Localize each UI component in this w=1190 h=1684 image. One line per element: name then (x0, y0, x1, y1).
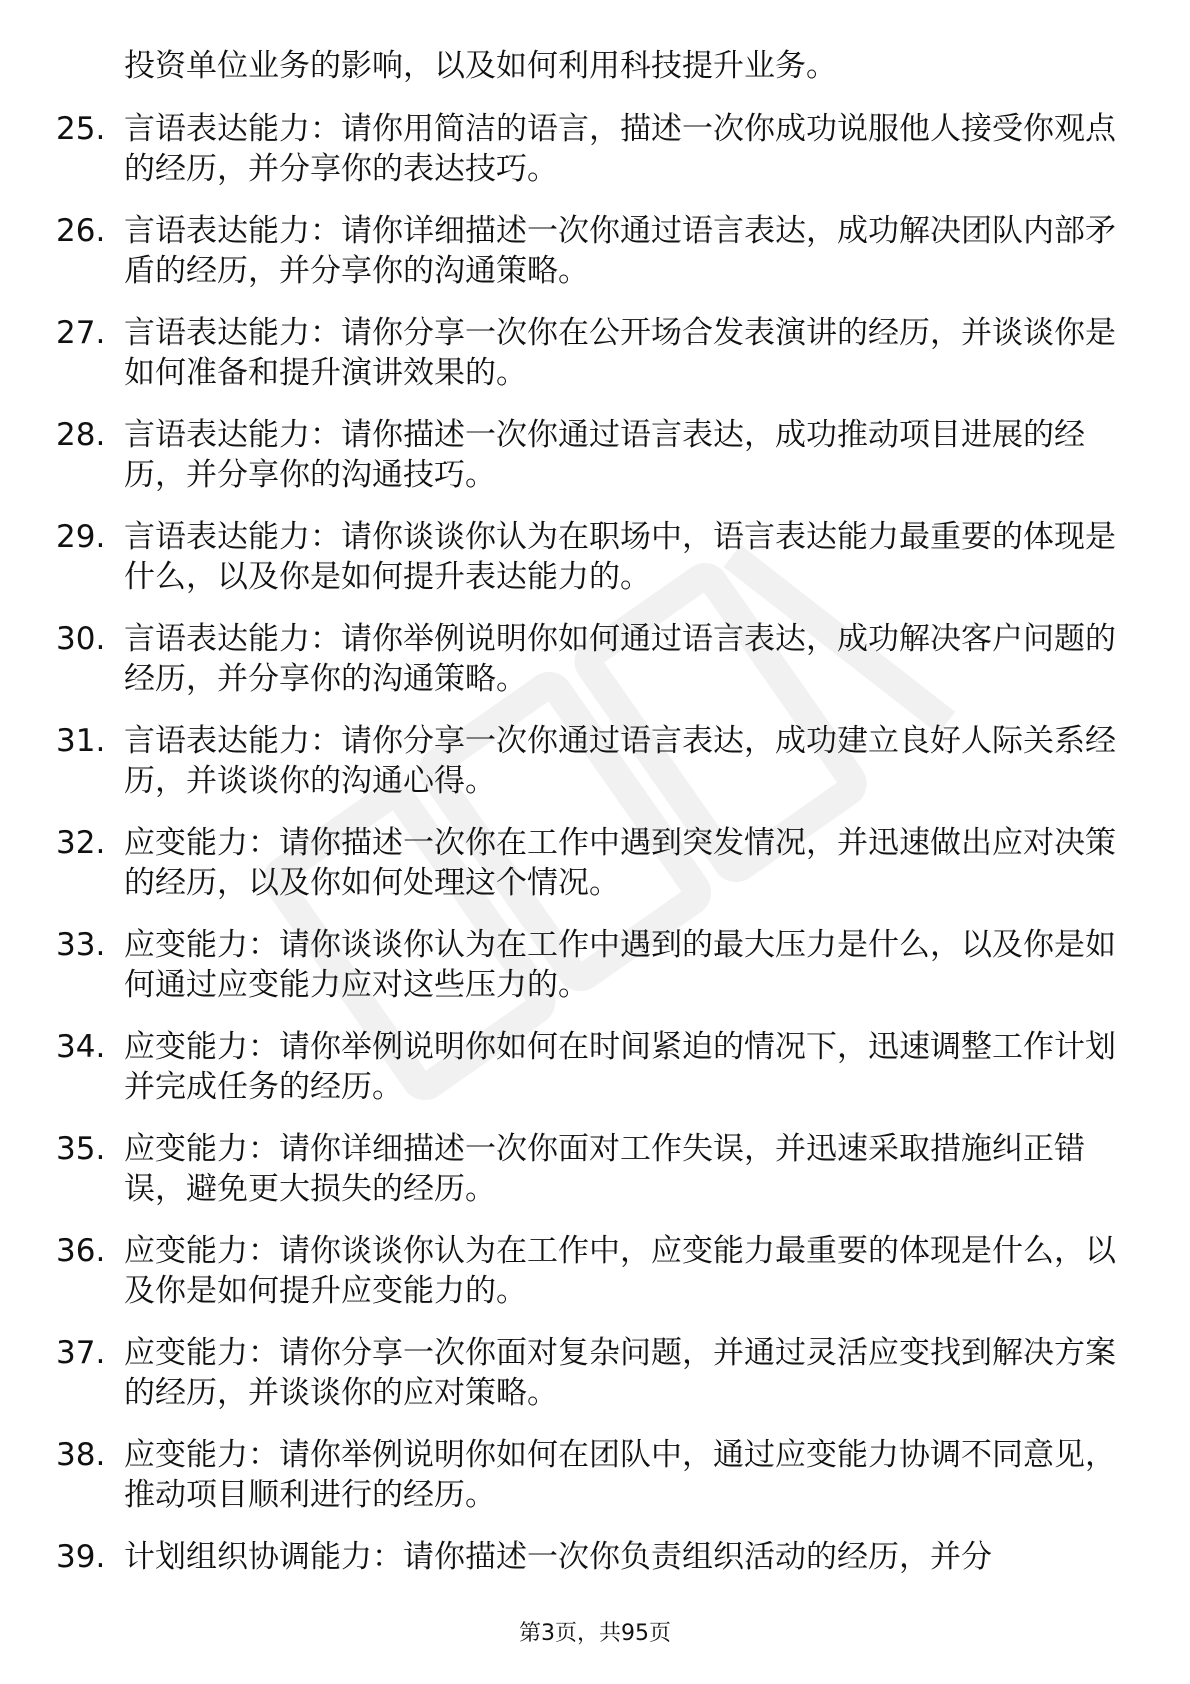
list-item (56, 1333, 1136, 1413)
list-item (56, 109, 1136, 189)
item-number: 38. (56, 1437, 106, 1473)
item-number: 28. (56, 417, 106, 453)
item-text: 言语表达能力：请你描述一次你通过语言表达，成功推动项目进展的经历，并分享你的沟通技巧。 (124, 417, 1085, 493)
question-list (56, 46, 1136, 1599)
item-number: 35. (56, 1131, 106, 1167)
item-number: 30. (56, 621, 106, 657)
list-item (56, 925, 1136, 1005)
item-text: 言语表达能力：请你分享一次你在公开场合发表演讲的经历，并谈谈你是如何准备和提升演讲效果的。 (124, 315, 1116, 391)
item-text: 应变能力：请你谈谈你认为在工作中遇到的最大压力是什么，以及你是如何通过应变能力应对这些压力的。 (124, 927, 1116, 1003)
item-text: 应变能力：请你详细描述一次你面对工作失误，并迅速采取措施纠正错误，避免更大损失的经历。 (124, 1131, 1085, 1207)
list-item (56, 721, 1136, 801)
item-number: 37. (56, 1335, 106, 1371)
list-item (56, 415, 1136, 495)
item-text: 言语表达能力：请你分享一次你通过语言表达，成功建立良好人际关系经历，并谈谈你的沟通心得。 (124, 723, 1116, 799)
item-number: 32. (56, 825, 106, 861)
item-number: 31. (56, 723, 106, 759)
list-item (56, 823, 1136, 903)
list-item (56, 1435, 1136, 1515)
list-item (56, 1231, 1136, 1311)
item-text: 言语表达能力：请你用简洁的语言，描述一次你成功说服他人接受你观点的经历，并分享你的表达技巧。 (124, 111, 1116, 187)
item-text: 言语表达能力：请你举例说明你如何通过语言表达，成功解决客户问题的经历，并分享你的沟通策略。 (124, 621, 1116, 697)
item-number: 33. (56, 927, 106, 963)
list-item (56, 1129, 1136, 1209)
item-text: 应变能力：请你举例说明你如何在时间紧迫的情况下，迅速调整工作计划并完成任务的经历。 (124, 1029, 1116, 1105)
item-text: 应变能力：请你举例说明你如何在团队中，通过应变能力协调不同意见，推动项目顺利进行的经历。 (124, 1437, 1116, 1513)
item-number: 39. (56, 1539, 106, 1575)
item-text: 应变能力：请你描述一次你在工作中遇到突发情况，并迅速做出应对决策的经历，以及你如何处理这个情况。 (124, 825, 1116, 901)
list-item (56, 1537, 1136, 1577)
item-text: 言语表达能力：请你谈谈你认为在职场中，语言表达能力最重要的体现是什么，以及你是如何提升表达能力的。 (124, 519, 1116, 595)
item-number: 29. (56, 519, 106, 555)
item-text: 应变能力：请你分享一次你面对复杂问题，并通过灵活应变找到解决方案的经历，并谈谈你的应对策略。 (124, 1335, 1116, 1411)
item-number: 26. (56, 213, 106, 249)
list-item (56, 313, 1136, 393)
list-item (56, 211, 1136, 291)
item-text: 应变能力：请你谈谈你认为在工作中，应变能力最重要的体现是什么，以及你是如何提升应变能力的。 (124, 1233, 1116, 1309)
item-number: 34. (56, 1029, 106, 1065)
item-text: 计划组织协调能力：请你描述一次你负责组织活动的经历，并分 (124, 1539, 992, 1575)
item-number: 36. (56, 1233, 106, 1269)
item-text: 言语表达能力：请你详细描述一次你通过语言表达，成功解决团队内部矛盾的经历，并分享你的沟通策略。 (124, 213, 1116, 289)
continuation-text: 投资单位业务的影响，以及如何利用科技提升业务。 (124, 48, 837, 84)
item-number: 25. (56, 111, 106, 147)
list-item (56, 1027, 1136, 1107)
page-footer: 第3页，共95页 (519, 1621, 671, 1646)
list-item (56, 517, 1136, 597)
list-item (56, 619, 1136, 699)
item-number: 27. (56, 315, 106, 351)
